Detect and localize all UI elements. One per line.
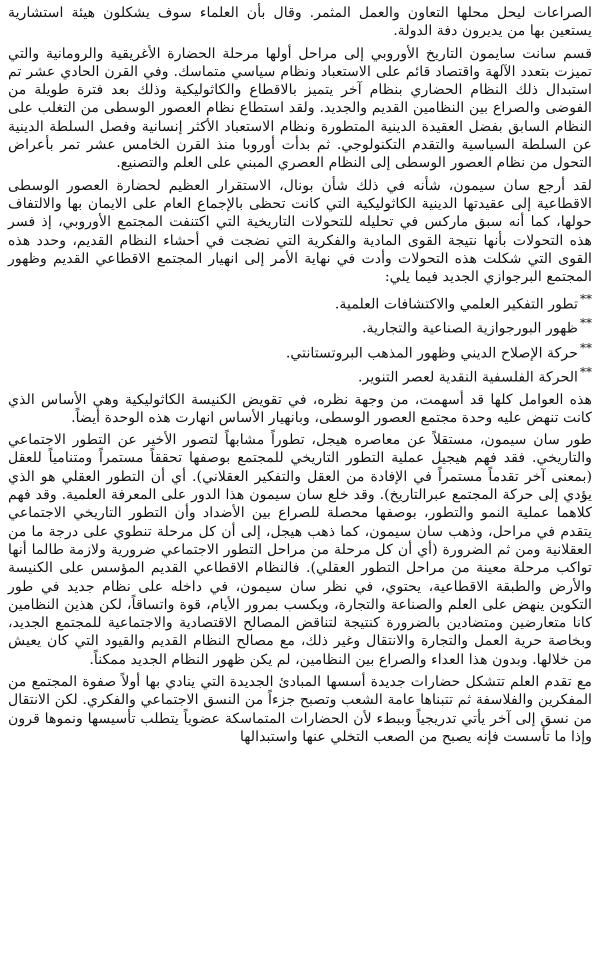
- bullet-marker: **: [580, 340, 592, 355]
- paragraph-5: طور سان سيمون، مستقلاً عن معاصره هيجل، تطوراً مشابهاً لتصور الأخير عن التطور الاجتماعي والتاريخي. فقد فهم هيجيل عملية التطور التاريخي للمجتمع بوصفها تحققاً مستمراً ومتنامياً للعقل (بمعنى آخر تقدماً مستمراً في الإفادة من العقل والتفكير العقلاني). أي أن التطور العقلي هو الذي يؤدي إلى حركة المجتمع عبرالتاريخ). وقد خلع سان سيمون هذا الدور على المعرفة العلمية. وقد فهم كلاهما عملية النمو والتطور، بوصفها محصلة للصراع بين الأضداد وأن التطور التاريخي الاجتماعي يتقدم في مراحل، وذهب سان سيمون، كما ذهب هيجل، إلى أن كل مرحلة تنطوي على درجة ما من العقلانية ومن ثم الضرورة (أي أن كل مرحلة من مراحل التطور الاجتماعي ضرورية ولازمة طالما أنها تواكب مرحلة معينة من مراحل التطور العقلي). فالنظام الاقطاعي القديم المؤسس على الكنيسة والأرض والطبقة الاقطاعية، يحتوي، في نظر سان سيمون، في داخله على نظام جديد في طور التكوين ينهض على العلم والصناعة والتجارة، ويكسب بمرور الأيام، قوة واتساقاً، لكن هذين النظامين كانا متعارضين ومتضادين بالضرورة كنتيجة لتناقض المصالح الاقتصادية والاجتماعية للمجتمع الجديد، وبخاصة حرية العمل والتجارة والانتقال وغير ذلك، مع مصالح النظام القديم والقيود التي كان يعيش من خلالها. وبدون هذا العداء والصراع بين النظامين، لم يكن ظهور النظام الجديد ممكناً.: [8, 432, 592, 668]
- list-item: [8, 339, 592, 363]
- bullet-marker: **: [580, 364, 592, 379]
- paragraph-1: الصراعات ليحل محلها التعاون والعمل المثمر. وقال بأن العلماء سوف يشكلون هيئة استشارية يستعين بها من يديرون دفة الدولة.: [8, 5, 592, 40]
- list-item-text: حركة الإصلاح الديني وظهور المذهب البروتستانتي.: [285, 345, 578, 362]
- list-item-text: ظهور البورجوازية الصناعية والتجارية.: [361, 321, 578, 338]
- bullet-marker: **: [580, 292, 592, 307]
- list-item: [8, 363, 592, 387]
- list-item: [8, 290, 592, 314]
- paragraph-3: لقد أرجع سان سيمون، شأنه في ذلك شأن بونال، الاستقرار العظيم لحضارة العصور الوسطى الاقطاعية إلى عقيدتها الدينية الكاثوليكية التي كانت تحظى بالإجماع العام على الايمان بها والالتفاف حولها، كما أنه سبق ماركس في تحليله للتحولات التاريخية التي اكتنفت المجتمع الأوروبي، إذ فسر هذه التحولات بأنها نتيجة القوى المادية والفكرية التي نضجت في أحشاء النظام القديم، وحدد هذه القوى التي شكلت هذه التحولات وأدت في نهاية الأمر إلى انهيار المجتمع الاقطاعي القديم وظهور المجتمع البرجوازي الجديد فيما يلي:: [8, 177, 592, 286]
- list-item: [8, 314, 592, 338]
- paragraph-6: مع تقدم العلم تتشكل حضارات جديدة أسسها المبادئ الجديدة التي ينادي بها أولاً صفوة المجتمع من المفكرين والفلاسفة ثم تتبناها عامة الشعب وتصبح جزءاً من النسق الاجتماعي والفكري. لكن الانتقال من نسق إلى آخر يأتي تدريجياً وببطء لأن الحضارات المتماسكة عضوياً يتطلب تأسيسها ونموها قرون وإذا ما تأسست فإنه يصبح من الصعب التخلي عنها واستبدالها: [8, 674, 592, 745]
- bullet-marker: **: [580, 316, 592, 331]
- paragraph-4: هذه العوامل كلها قد أسهمت، من وجهة نظره، في تقويض الكنيسة الكاثوليكية وهي الأساس الذي كانت تنهض عليه وحدة مجتمع العصور الوسطى، وبانهيار الأساس انهارت هذه الوحدة أيضاً.: [8, 391, 592, 426]
- list-item-text: الحركة الفلسفية النقدية لعصر التنوير.: [358, 369, 578, 386]
- factors-list: [8, 290, 592, 386]
- paragraph-2: قسم سانت سايمون التاريخ الأوروبي إلى مراحل أولها مرحلة الحضارة الأغريقية والرومانية والتي تميزت بتعدد الآلهة واقتصاد قائم على الاستعباد ونظام سياسي متماسك. وفي القرن الحادي عشر تم استبدال ذلك النظام الحضاري بنظام آخر يتميز بالاقطاع والكاثوليكية وذلك بعد فترة طويلة من الفوضى والصراع بين النظامين القديم والجديد. ولقد استطاع نظام العصور الوسطى من التغلب على النظام السابق بفضل العقيدة الدينية المتطورة ونظام الاستعباد الأكثر إنسانية وفصل السلطة الدينية عن السلطة السياسية والتقدم التكنولوجي. ثم بدأت أوروبا منذ القرن الخامس عشر تمر بأعراض التحول من نظام العصور الوسطى إلى النظام العصري المبني على العلم والتصنيع.: [8, 45, 592, 172]
- list-item-text: تطور التفكير العلمي والاكتشافات العلمية.: [334, 297, 578, 314]
